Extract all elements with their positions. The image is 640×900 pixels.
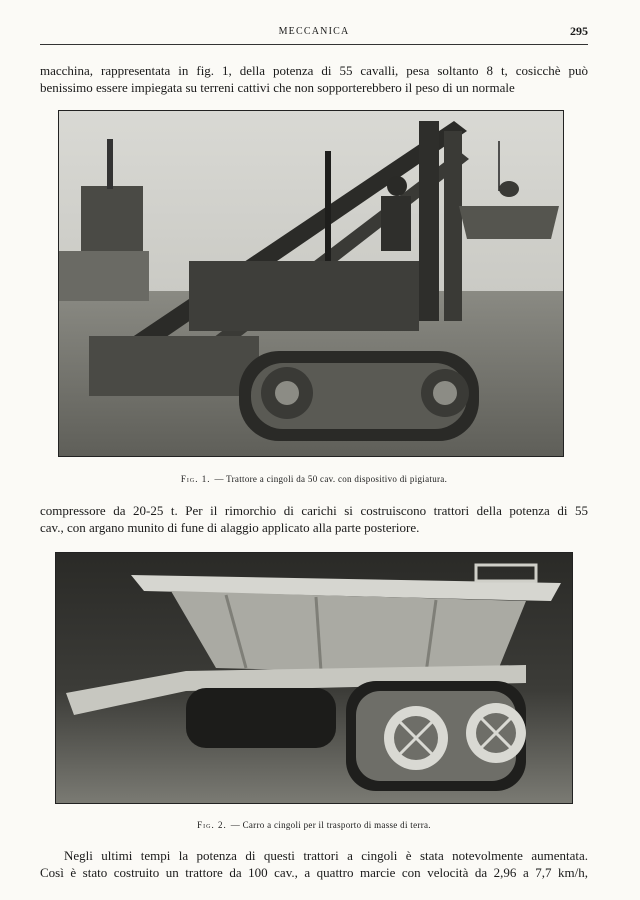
text-line: Così è stato costruito un trattore da 100 cav., a quattro marcie con velocità da 2,96 a 7,7 km/h, <box>40 865 588 880</box>
figure-2-label: Fig. 2. <box>197 820 227 830</box>
figure-1-caption <box>40 474 588 484</box>
text-line: benissimo essere impiegata su terreni cattivi che non sopporterebbero il peso di un normale <box>40 80 515 95</box>
paragraph-bottom <box>40 847 588 881</box>
figure-1-photo <box>58 110 564 457</box>
text-line: cav., con argano munito di fune di alaggio applicato alla parte posteriore. <box>40 520 420 535</box>
page-number: 295 <box>570 24 588 38</box>
figure-1-label: Fig. 1. <box>180 474 211 484</box>
paragraph-middle <box>40 502 588 536</box>
figure-2-photo <box>55 552 573 804</box>
figure-1-caption-text: — Trattore a cingoli da 50 cav. con dispositivo di pigiatura. <box>214 474 448 484</box>
text-line: Negli ultimi tempi la potenza di questi trattori a cingoli è stata notevolmente aumentata. <box>64 848 588 863</box>
figure-2-caption <box>40 820 588 830</box>
running-title: MECCANICA <box>278 26 350 37</box>
page-header <box>40 22 588 45</box>
text-line: macchina, rappresentata in fig. 1, della potenza di 55 cavalli, pesa soltanto 8 t, cosicchè può <box>40 63 588 78</box>
text-line: compressore da 20-25 t. Per il rimorchio di carichi si costruiscono trattori della potenza di 55 <box>40 503 588 518</box>
figure-2-caption-text: — Carro a cingoli per il trasporto di masse di terra. <box>230 820 431 830</box>
paragraph-top <box>40 62 588 96</box>
